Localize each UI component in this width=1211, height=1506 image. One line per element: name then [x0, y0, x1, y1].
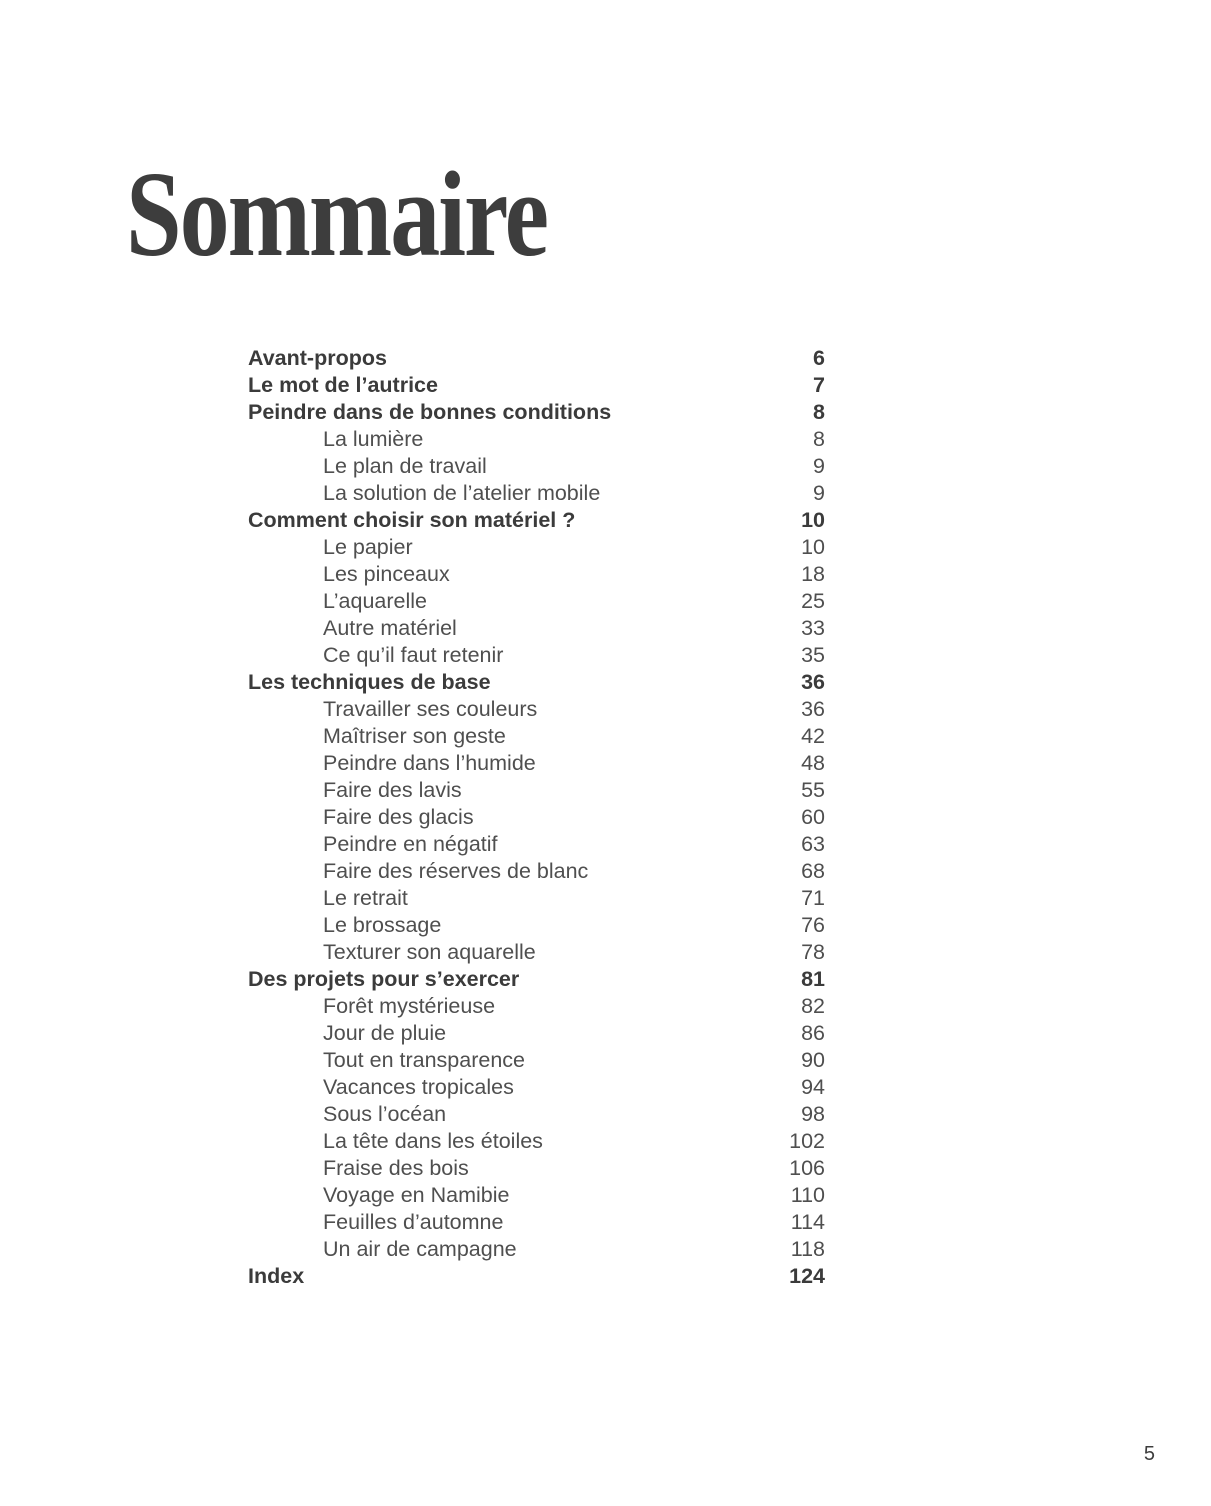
toc-entry-page: 124 [789, 1264, 825, 1288]
toc-entry [248, 696, 825, 723]
toc-entry-page: 42 [801, 724, 825, 748]
toc-entry-page: 8 [813, 400, 825, 424]
toc-entry-label: Peindre dans l’humide [323, 751, 536, 775]
toc-entry-label: Forêt mystérieuse [323, 994, 496, 1018]
toc-entry-label: Les pinceaux [323, 562, 450, 586]
toc-entry-page: 102 [789, 1129, 825, 1153]
toc-entry-label: Comment choisir son matériel ? [248, 508, 576, 532]
toc-entry-page: 6 [813, 346, 825, 370]
toc-entry-label: Index [248, 1264, 305, 1288]
toc-entry-label: Faire des réserves de blanc [323, 859, 589, 883]
toc-entry-label: Texturer son aquarelle [323, 940, 536, 964]
toc-entry [248, 1236, 825, 1263]
toc-entry-page: 90 [801, 1048, 825, 1072]
toc-entry-page: 63 [801, 832, 825, 856]
toc-entry-page: 71 [801, 886, 825, 910]
toc-entry-label: Ce qu’il faut retenir [323, 643, 504, 667]
page-title: Sommaire [126, 146, 547, 282]
toc-entry [248, 1182, 825, 1209]
toc-entry-label: Travailler ses couleurs [323, 697, 538, 721]
toc-entry-page: 55 [801, 778, 825, 802]
toc-entry-page: 86 [801, 1021, 825, 1045]
toc-entry-label: L’aquarelle [323, 589, 428, 613]
toc-entry [248, 534, 825, 561]
toc-entry-page: 68 [801, 859, 825, 883]
toc-entry [248, 885, 825, 912]
toc-entry-label: Tout en transparence [323, 1048, 525, 1072]
toc-entry-label: Le plan de travail [323, 454, 487, 478]
toc-entry-label: La tête dans les étoiles [323, 1129, 543, 1153]
toc-entry [248, 615, 825, 642]
toc-entry [248, 588, 825, 615]
toc-entry-page: 76 [801, 913, 825, 937]
toc-entry [248, 480, 825, 507]
toc-entry [248, 1047, 825, 1074]
toc-entry [248, 1020, 825, 1047]
toc-entry-page: 9 [813, 454, 825, 478]
toc-entry [248, 912, 825, 939]
toc-entry [248, 804, 825, 831]
toc-entry [248, 777, 825, 804]
toc-entry-page: 10 [801, 508, 825, 532]
toc-entry-label: Le retrait [323, 886, 408, 910]
toc-entry-label: Peindre dans de bonnes conditions [248, 400, 612, 424]
toc-entry-label: Voyage en Namibie [323, 1183, 510, 1207]
toc-entry [248, 1209, 825, 1236]
toc-entry [248, 1128, 825, 1155]
toc-entry-page: 36 [801, 697, 825, 721]
toc-entry-page: 106 [789, 1156, 825, 1180]
toc-entry-label: Fraise des bois [323, 1156, 469, 1180]
toc-entry-page: 9 [813, 481, 825, 505]
toc-entry [248, 561, 825, 588]
toc-entry-label: Des projets pour s’exercer [248, 967, 520, 991]
toc-entry-label: Le mot de l’autrice [248, 373, 438, 397]
toc-entry-page: 114 [790, 1210, 825, 1234]
toc-entry-label: Jour de pluie [323, 1021, 447, 1045]
toc-entry-label: Autre matériel [323, 616, 457, 640]
toc-entry-page: 94 [801, 1075, 825, 1099]
toc-entry-page: 48 [801, 751, 825, 775]
toc-entry [248, 453, 825, 480]
toc-entry-page: 8 [813, 427, 825, 451]
toc-entry [248, 669, 825, 696]
toc-entry-page: 82 [801, 994, 825, 1018]
toc-entry-page: 78 [801, 940, 825, 964]
toc-entry [248, 1263, 825, 1290]
toc-entry-page: 35 [801, 643, 825, 667]
toc-entry [248, 1074, 825, 1101]
toc-entry-page: 7 [813, 373, 825, 397]
toc-entry-label: Avant-propos [248, 346, 387, 370]
toc-entry [248, 858, 825, 885]
toc-entry-page: 18 [801, 562, 825, 586]
toc-entry [248, 507, 825, 534]
toc-entry-page: 60 [801, 805, 825, 829]
toc-entry-label: Feuilles d’automne [323, 1210, 504, 1234]
toc-entry [248, 426, 825, 453]
toc-entry [248, 939, 825, 966]
toc-entry-page: 98 [801, 1102, 825, 1126]
toc-entry-page: 25 [801, 589, 825, 613]
toc-entry-page: 118 [790, 1237, 825, 1261]
toc-entry-label: Le papier [323, 535, 413, 559]
toc-entry [248, 345, 825, 372]
page-number-footer: 5 [1143, 1443, 1155, 1465]
toc-entry [248, 1155, 825, 1182]
toc-entry [248, 372, 825, 399]
toc-entry-label: Faire des lavis [323, 778, 462, 802]
toc-entry-label: Vacances tropicales [323, 1075, 514, 1099]
toc-entry-page: 81 [801, 967, 825, 991]
toc-entry [248, 750, 825, 777]
toc-entry [248, 1101, 825, 1128]
toc-entry-page: 33 [801, 616, 825, 640]
toc-entry-label: La solution de l’atelier mobile [323, 481, 601, 505]
toc-entry-label: Peindre en négatif [323, 832, 498, 856]
toc-entry [248, 399, 825, 426]
toc-entry [248, 831, 825, 858]
toc-entry-label: Maîtriser son geste [323, 724, 506, 748]
toc-entry-page: 110 [790, 1183, 825, 1207]
toc-entry-page: 36 [801, 670, 825, 694]
toc-entry-label: Sous l’océan [323, 1102, 447, 1126]
toc-entry-label: La lumière [323, 427, 424, 451]
toc-entry [248, 723, 825, 750]
toc-entry-label: Faire des glacis [323, 805, 474, 829]
toc-list [248, 345, 825, 1290]
toc-entry [248, 642, 825, 669]
toc-entry-label: Les techniques de base [248, 670, 491, 694]
toc-entry-label: Le brossage [323, 913, 442, 937]
toc-entry-label: Un air de campagne [323, 1237, 517, 1261]
toc-entry [248, 993, 825, 1020]
toc-entry [248, 966, 825, 993]
toc-entry-page: 10 [801, 535, 825, 559]
